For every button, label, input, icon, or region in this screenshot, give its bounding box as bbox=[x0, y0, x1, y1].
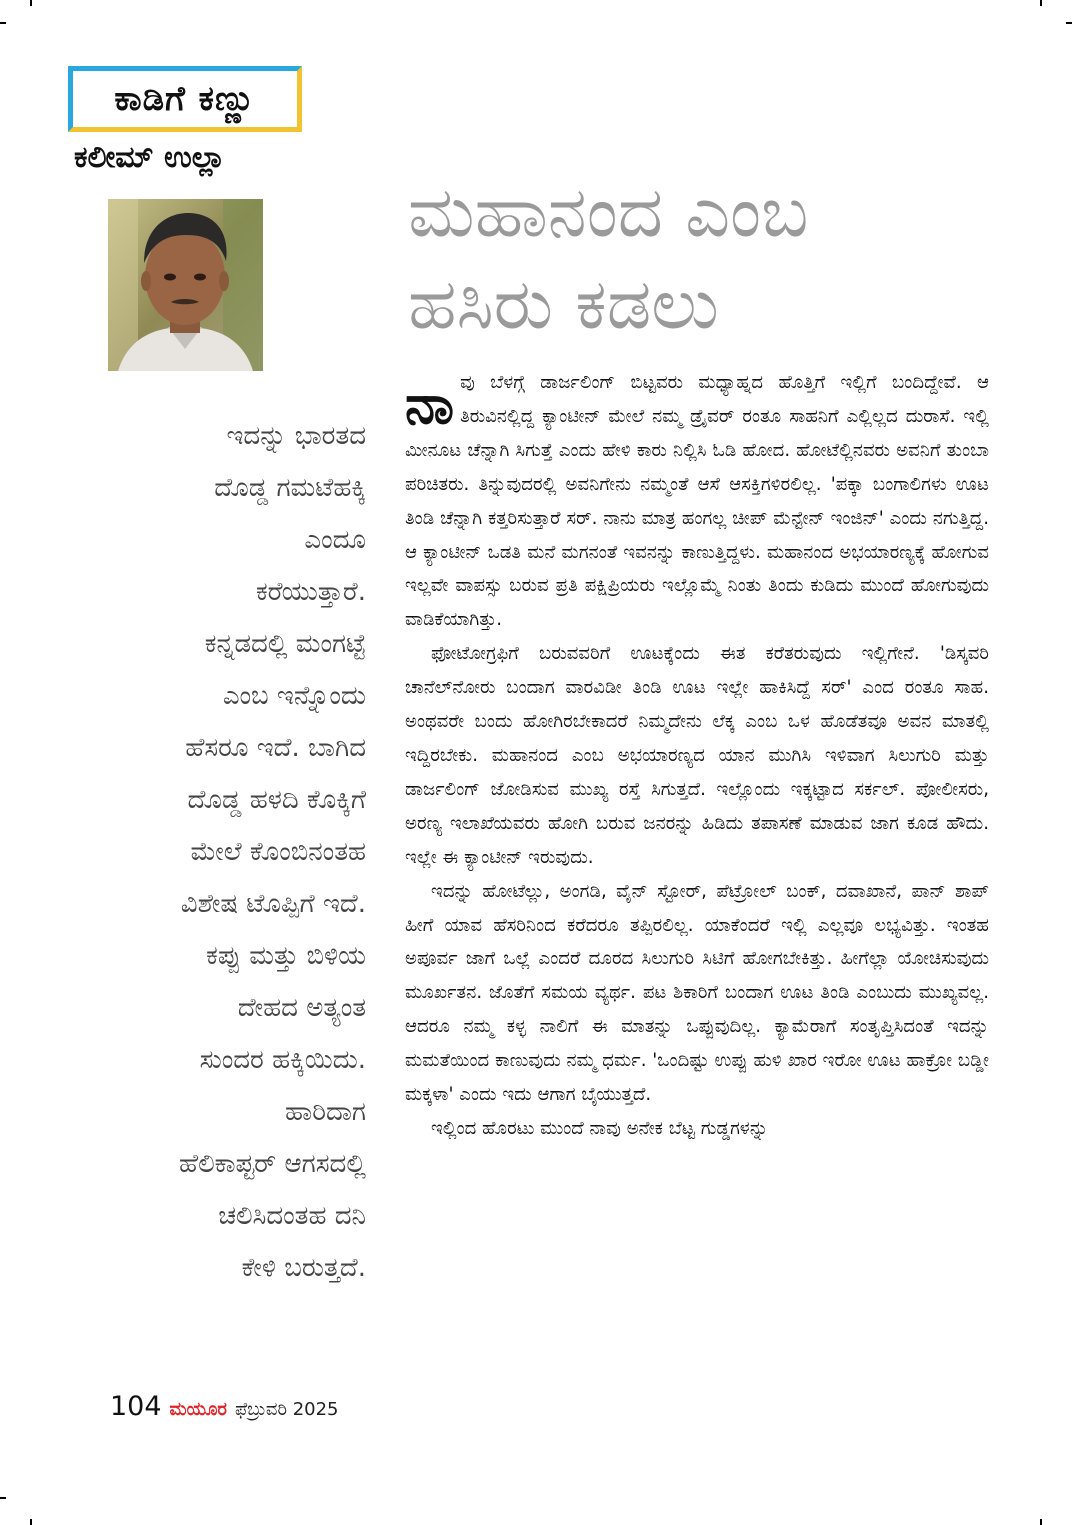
paragraph-text: ವು ಬೆಳಗ್ಗೆ ಡಾರ್ಜಲಿಂಗ್ ಬಿಟ್ಟವರು ಮಧ್ಯಾಹ್ನದ ಹೊತ್ತಿಗೆ ಇಲ್ಲಿಗೆ ಬಂದಿದ್ದೇವೆ. ಆ ತಿರುವಿನಲ್ಲಿದ್ದ ಕ್ಯಾಂಟೀನ್ ಮೇಲೆ ನಮ್ಮ ಡ್ರೈವರ್ ರಂತೂ ಸಾಹನಿಗೆ ಎಲ್ಲಿಲ್ಲದ ದುರಾಸೆ. ಇಲ್ಲಿ ಮೀನೂಟ ಚೆನ್ನಾಗಿ ಸಿಗುತ್ತೆ ಎಂದು ಹೇಳಿ ಕಾರು ನಿಲ್ಲಿಸಿ ಓಡಿ ಹೋದ. ಹೋಟೆಲ್ಲಿನವರು ಅವನಿಗೆ ತುಂಬಾ ಪರಿಚಿತರು. ತಿನ್ನುವುದರಲ್ಲಿ ಅವನಿಗೇನು ನಮ್ಮಂತೆ ಆಸೆ ಆಸಕ್ತಿಗಳಿರಲಿಲ್ಲ. 'ಪಕ್ಕಾ ಬಂಗಾಲಿಗಳು ಊಟ ತಿಂಡಿ ಚೆನ್ನಾಗಿ ಕತ್ತರಿಸುತ್ತಾರೆ ಸರ್. ನಾನು ಮಾತ್ರ ಹಂಗಲ್ಲ ಚೀಪ್ ಮೆನ್ಟೇನ್ ಇಂಜಿನ್' ಎಂದು ನಗುತ್ತಿದ್ದ. ಆ ಕ್ಯಾಂಟೀನ್ ಒಡತಿ ಮನೆ ಮಗನಂತೆ ಇವನನ್ನು ಕಾಣುತ್ತಿದ್ದಳು. ಮಹಾನಂದ ಅಭಯಾರಣ್ಯಕ್ಕೆ ಹೋಗುವ ಇಲ್ಲವೇ ವಾಪಸ್ಸು ಬರುವ ಪ್ರತಿ ಪಕ್ಷಿಪ್ರಿಯರು ಇಲ್ಲೊಮ್ಮೆ ನಿಂತು ತಿಂದು ಕುಡಿದು ಮುಂದೆ ಹೋಗುವುದು ವಾಡಿಕೆಯಾಗಿತ್ತು. bbox=[405, 372, 989, 631]
crop-mark bbox=[30, 0, 32, 6]
pull-quote-line: ಕೇಳಿ ಬರುತ್ತದೆ. bbox=[241, 1253, 366, 1283]
body-paragraph: ಫೋಟೋಗ್ರಫಿಗೆ ಬರುವವರಿಗೆ ಊಟಕ್ಕೆಂದು ಈತ ಕರೆತರುವುದು ಇಲ್ಲಿಗೇನೆ. 'ಡಿಸ್ಕವರಿ ಚಾನೆಲ್‌ನೋರು ಬಂದಾಗ ವಾರವಿಡೀ ತಿಂಡಿ ಊಟ ಇಲ್ಲೇ ಹಾಕಿಸಿದ್ದೆ ಸರ್' ಎಂದ ರಂತೂ ಸಾಹ. ಅಂಥವರೇ ಬಂದು ಹೋಗಿರಬೇಕಾದರೆ ನಿಮ್ಮದೇನು ಲೆಕ್ಕ ಎಂಬ ಒಳ ಹೊಡೆತವೂ ಅವನ ಮಾತಲ್ಲಿ ಇದ್ದಿರಬೇಕು. ಮಹಾನಂದ ಎಂಬ ಅಭಯಾರಣ್ಯದ ಯಾನ ಮುಗಿಸಿ ಇಳಿವಾಗ ಸಿಲುಗುರಿ ಮತ್ತು ಡಾರ್ಜಲಿಂಗ್ ಜೋಡಿಸುವ ಮುಖ್ಯ ರಸ್ತೆ ಸಿಗುತ್ತದೆ. ಇಲ್ಲೊಂದು ಇಕ್ಕಟ್ಟಾದ ಸರ್ಕಲ್. ಪೋಲೀಸರು, ಅರಣ್ಯ ಇಲಾಖೆಯವರು ಹೋಗಿ ಬರುವ ಜನರನ್ನು ಹಿಡಿದು ತಪಾಸಣೆ ಮಾಡುವ ಜಾಗ ಕೂಡ ಹೌದು. ಇಲ್ಲೇ ಈ ಕ್ಯಾಂಟೀನ್ ಇರುವುದು. bbox=[405, 643, 989, 868]
pull-quote-line: ಹಾರಿದಾಗ bbox=[285, 1097, 366, 1127]
body-paragraph: ಇಲ್ಲಿಂದ ಹೊರಟು ಮುಂದೆ ನಾವು ಅನೇಕ ಬೆಟ್ಟ ಗುಡ್ಡಗಳನ್ನು bbox=[431, 1117, 769, 1139]
pull-quote-line: ಇದನ್ನು ಭಾರತದ bbox=[226, 421, 366, 451]
pull-quote-line: ಚಲಿಸಿದಂತಹ ದನಿ bbox=[218, 1201, 366, 1231]
pull-quote-line: ದೇಹದ ಅತ್ಯಂತ bbox=[237, 993, 366, 1023]
column-name-badge bbox=[68, 66, 302, 132]
crop-mark bbox=[0, 22, 6, 24]
magazine-logo: ಮಯೂರ bbox=[169, 1399, 227, 1420]
pull-quote-line: ಕನ್ನಡದಲ್ಲಿ ಮಂಗಟ್ಟೆ bbox=[204, 629, 366, 659]
article-title bbox=[408, 166, 1028, 350]
crop-mark bbox=[30, 1519, 32, 1525]
column-name: ಕಾಡಿಗೆ ಕಣ್ಣು bbox=[114, 79, 256, 119]
pull-quote-line: ಎಂದೂ bbox=[304, 525, 366, 555]
title-line: ಹಸಿರು ಕಡಲು bbox=[408, 263, 719, 345]
pull-quote-line: ಕಪ್ಪು ಮತ್ತು ಬಿಳಿಯ bbox=[206, 941, 366, 971]
pull-quote-line: ವಿಶೇಷ ಟೊಪ್ಪಿಗೆ ಇದೆ. bbox=[180, 889, 366, 919]
page-footer bbox=[110, 1391, 339, 1422]
page-number: 104 bbox=[110, 1391, 162, 1422]
body-paragraph: ಇದನ್ನು ಹೋಟೆಲ್ಲು, ಅಂಗಡಿ, ವೈನ್ ಸ್ಟೋರ್, ಪೆಟ್ರೋಲ್ ಬಂಕ್, ದವಾಖಾನೆ, ಪಾನ್ ಶಾಪ್ ಹೀಗೆ ಯಾವ ಹೆಸರಿನಿಂದ ಕರೆದರೂ ತಪ್ಪಿರಲಿಲ್ಲ. ಯಾಕೆಂದರೆ ಇಲ್ಲಿ ಎಲ್ಲವೂ ಲಭ್ಯವಿತ್ತು. ಇಂತಹ ಅಪೂರ್ವ ಜಾಗೆ ಒಲ್ಲೆ ಎಂದರೆ ದೂರದ ಸಿಲುಗುರಿ ಸಿಟಿಗೆ ಹೋಗಬೇಕಿತ್ತು. ಹೀಗೆಲ್ಲಾ ಯೋಚಿಸುವುದು ಮೂರ್ಖತನ. ಜೊತೆಗೆ ಸಮಯ ವ್ಯರ್ಥ. ಪಟ ಶಿಕಾರಿಗೆ ಬಂದಾಗ ಊಟ ತಿಂಡಿ ಎಂಬುದು ಮುಖ್ಯವಲ್ಲ. ಆದರೂ ನಮ್ಮ ಕಳ್ಳ ನಾಲಿಗೆ ಈ ಮಾತನ್ನು ಒಪ್ಪುವುದಿಲ್ಲ. ಕ್ಯಾಮೆರಾಗೆ ಸಂತೃಪ್ತಿಸಿದಂತೆ ಇದನ್ನು ಮಮತೆಯಿಂದ ಕಾಣುವುದು ನಮ್ಮ ಧರ್ಮ. 'ಒಂದಿಷ್ಟು ಉಪ್ಪು ಹುಳಿ ಖಾರ ಇರೋ ಊಟ ಹಾಕ್ರೋ ಬಡ್ಡೀ ಮಕ್ಕಳಾ' ಎಂದು ಇದು ಆಗಾಗ ಬೈಯುತ್ತದೆ. bbox=[405, 880, 989, 1106]
author-photo bbox=[108, 199, 263, 371]
pull-quote-line: ಹೆಸರೂ ಇದೆ. ಬಾಗಿದ bbox=[185, 733, 366, 763]
issue-date: ಫೆಬ್ರುವರಿ 2025 bbox=[234, 1399, 339, 1420]
pull-quote-line: ದೊಡ್ಡ ಗಮಟೆಹಕ್ಕಿ bbox=[214, 473, 366, 503]
pull-quote-line: ಎಂಬ ಇನ್ನೊಂದು bbox=[222, 681, 366, 711]
drop-cap: ನಾ bbox=[405, 373, 455, 436]
crop-mark bbox=[0, 1497, 6, 1499]
title-line: ಮಹಾನಂದ ಎಂಬ bbox=[408, 171, 809, 253]
pull-quote-line: ಕರೆಯುತ್ತಾರೆ. bbox=[255, 577, 366, 607]
pull-quote-line: ಹೆಲಿಕಾಪ್ಟರ್ ಆಗಸದಲ್ಲಿ bbox=[179, 1149, 366, 1179]
article-body bbox=[405, 366, 989, 1146]
crop-mark bbox=[1040, 1519, 1042, 1525]
pull-quote-line: ಸುಂದರ ಹಕ್ಕಿಯಿದು. bbox=[199, 1045, 366, 1075]
pull-quote-line: ಮೇಲೆ ಕೊಂಬಿನಂತಹ bbox=[190, 837, 366, 867]
author-name: ಕಲೀಮ್ ಉಲ್ಲಾ bbox=[74, 140, 226, 175]
crop-mark bbox=[1066, 22, 1072, 24]
pull-quote-line: ದೊಡ್ಡ ಹಳದಿ ಕೊಕ್ಕಿಗೆ bbox=[187, 785, 366, 815]
body-paragraph bbox=[405, 366, 989, 637]
pull-quote bbox=[100, 410, 366, 1294]
crop-mark bbox=[1040, 0, 1042, 6]
